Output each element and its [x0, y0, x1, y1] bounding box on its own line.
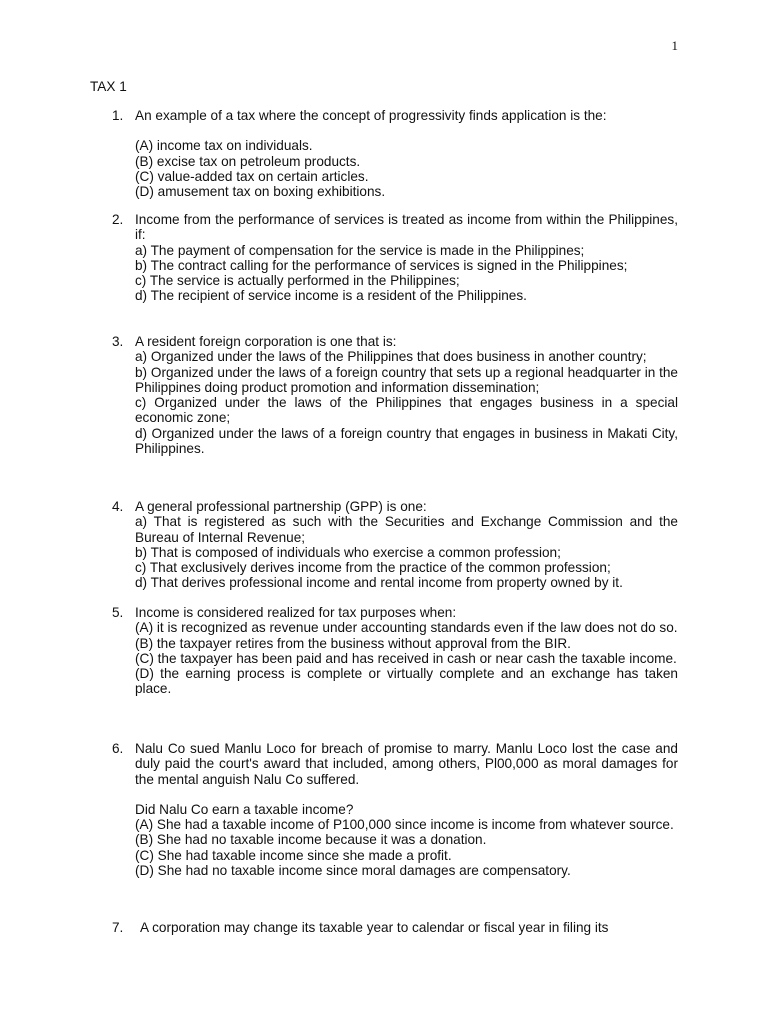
question-prompt: A general professional partnership (GPP) is one:	[135, 499, 427, 514]
answer-options	[135, 349, 678, 456]
question-prompt: A corporation may change its taxable year to calendar or fiscal year in filing its	[140, 920, 609, 935]
answer-option: a) Organized under the laws of the Philippines that does business in another country;	[135, 349, 647, 365]
question-prompt: A resident foreign corporation is one that is:	[135, 334, 397, 349]
answer-option: (B) the taxpayer retires from the business without approval from the BIR.	[135, 635, 571, 651]
answer-option: (A) She had a taxable income of P100,000 since income is income from whatever source.	[135, 817, 674, 833]
question-number: 5.	[112, 605, 124, 620]
answer-option: b) Organized under the laws of a foreign country that sets up a regional headquarter in the Philippines doing product promotion and information dissemination;	[135, 364, 678, 395]
answer-option: (D) amusement tax on boxing exhibitions.	[135, 184, 386, 200]
answer-option: d) Organized under the laws of a foreign country that engages in business in Makati City, Philippines.	[135, 425, 678, 457]
question-number: 1.	[112, 108, 124, 123]
question-number: 2.	[112, 212, 124, 227]
answer-option: c) That exclusively derives income from the practice of the common profession;	[135, 560, 611, 576]
question-6	[90, 741, 678, 878]
answer-option: (A) income tax on individuals.	[135, 138, 313, 154]
answer-options	[135, 817, 678, 878]
answer-option: c) Organized under the laws of the Philippines that engages business in a special economic zone;	[135, 395, 678, 426]
answer-option: (A) it is recognized as revenue under accounting standards even if the law does not do so.	[135, 620, 678, 636]
question-1	[90, 108, 678, 199]
question-prompt: Income is considered realized for tax purposes when:	[135, 605, 457, 620]
answer-option: (D) She had no taxable income since moral damages are compensatory.	[135, 863, 571, 879]
answer-option: d) The recipient of service income is a resident of the Philippines.	[135, 288, 527, 304]
question-prompt: Nalu Co sued Manlu Loco for breach of promise to marry. Manlu Loco lost the case and duly paid the court's award that included, among others, Pl00,000 as moral damages for the mental anguish Nalu Co suffered.	[135, 741, 678, 787]
answer-options	[135, 138, 678, 199]
answer-option: (D) the earning process is complete or virtually complete and an exchange has taken place.	[135, 666, 678, 697]
answer-option: b) That is composed of individuals who exercise a common profession;	[135, 544, 561, 560]
answer-options	[135, 514, 678, 590]
question-number: 4.	[112, 499, 124, 514]
page-number: 1	[671, 38, 678, 53]
answer-option: (C) the taxpayer has been paid and has received in cash or near cash the taxable income.	[135, 650, 677, 666]
document-title: TAX 1	[90, 79, 127, 94]
question-number: 7.	[112, 920, 124, 935]
answer-options	[135, 620, 678, 696]
question-prompt: Income from the performance of services is treated as income from within the Philippines, if:	[135, 212, 678, 243]
answer-option: (C) value-added tax on certain articles.	[135, 168, 369, 184]
answer-option: c) The service is actually performed in the Philippines;	[135, 273, 460, 289]
answer-option: (B) excise tax on petroleum products.	[135, 153, 361, 169]
question-number: 6.	[112, 741, 124, 756]
question-number: 3.	[112, 334, 124, 349]
answer-option: b) The contract calling for the performance of services is signed in the Philippines;	[135, 257, 628, 273]
answer-option: d) That derives professional income and rental income from property owned by it.	[135, 575, 623, 591]
question-7	[90, 920, 678, 935]
question-2	[90, 212, 678, 304]
question-3	[90, 334, 678, 456]
question-4	[90, 499, 678, 591]
question-prompt: An example of a tax where the concept of progressivity finds application is the:	[135, 108, 607, 123]
answer-option: (C) She had taxable income since she made a profit.	[135, 847, 452, 863]
answer-option: a) The payment of compensation for the service is made in the Philippines;	[135, 242, 585, 258]
answer-option: (B) She had no taxable income because it was a donation.	[135, 832, 487, 848]
answer-option: a) That is registered as such with the Securities and Exchange Commission and the Bureau of Internal Revenue;	[135, 514, 678, 545]
question-sub-prompt: Did Nalu Co earn a taxable income?	[135, 801, 354, 817]
answer-options	[135, 243, 678, 304]
question-5	[90, 605, 678, 697]
